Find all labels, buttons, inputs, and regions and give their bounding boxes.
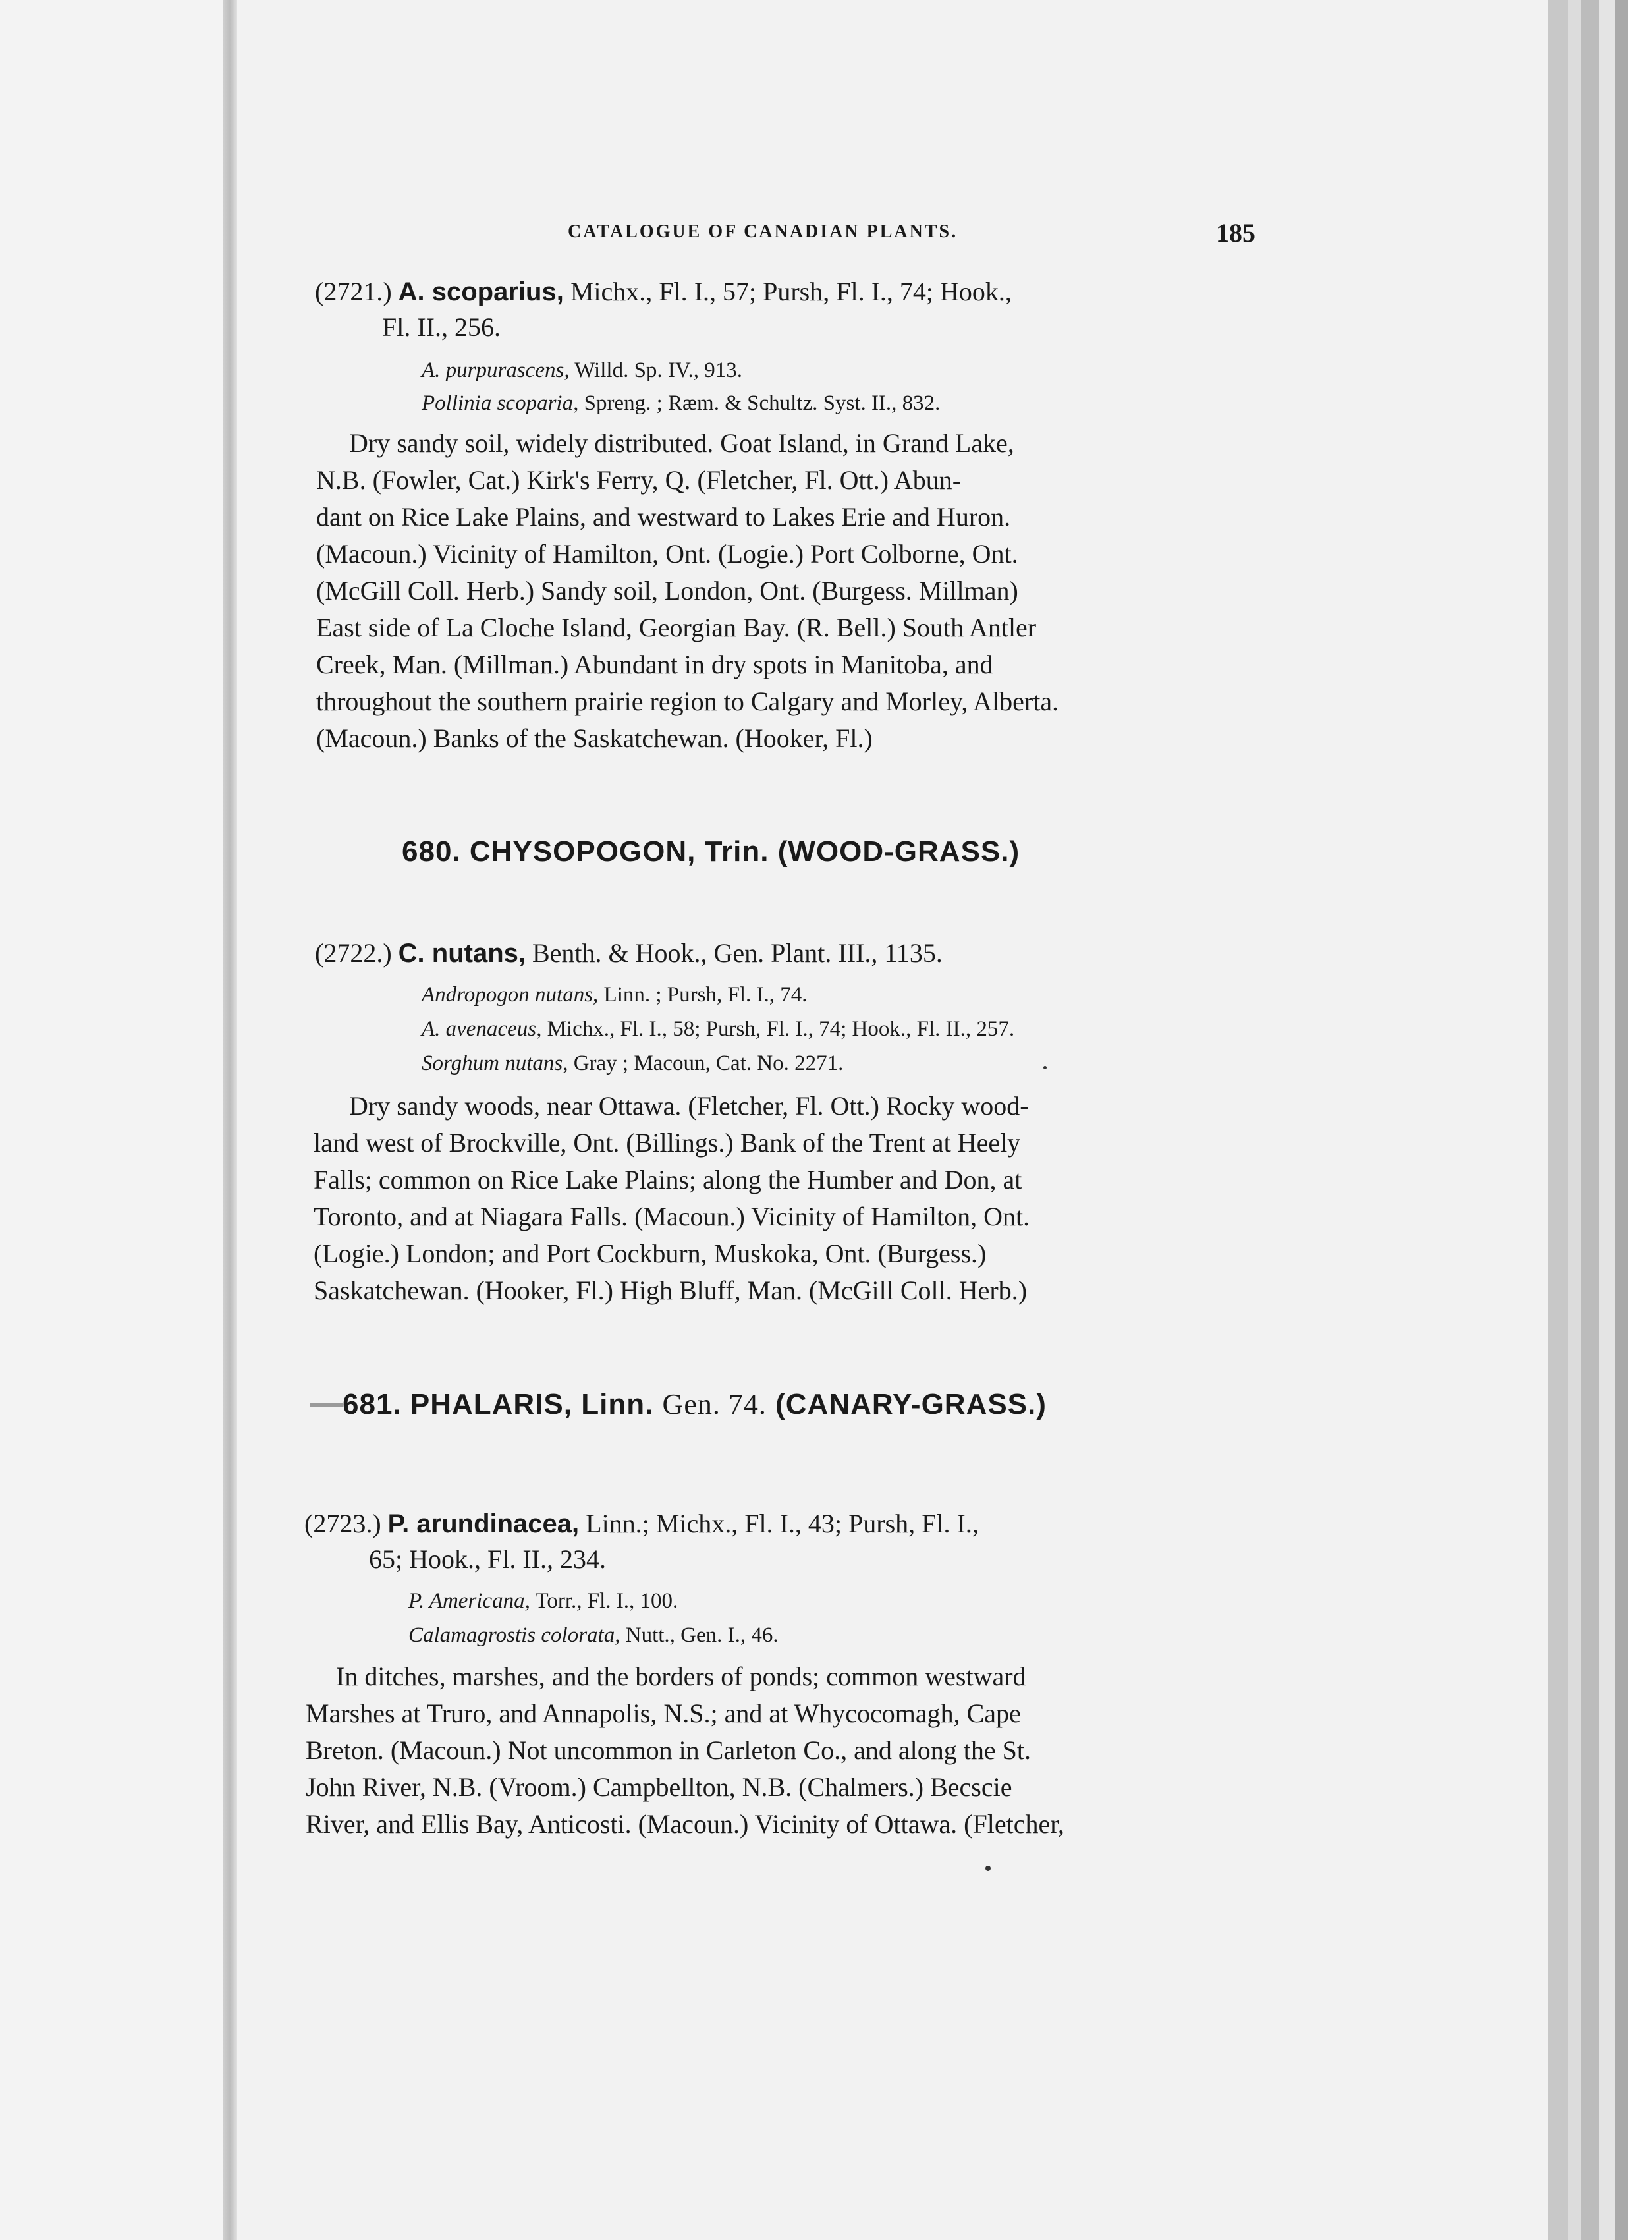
body-line: N.B. (Fowler, Cat.) Kirk's Ferry, Q. (Fletcher, Fl. Ott.) Abun- bbox=[316, 465, 962, 495]
entry-number: (2722.) bbox=[315, 938, 392, 968]
entry-number: (2723.) bbox=[304, 1509, 381, 1538]
citation: Linn.; Michx., Fl. I., 43; Pursh, Fl. I., bbox=[586, 1509, 979, 1538]
print-speck bbox=[1043, 1066, 1047, 1069]
synonym bbox=[422, 356, 742, 385]
synonym-citation: Willd. Sp. IV., 913. bbox=[574, 358, 742, 382]
synonym-name: P. Americana, bbox=[408, 1589, 530, 1613]
entry-2722-heading bbox=[315, 936, 943, 971]
genus-common-name: (WOOD-GRASS.) bbox=[777, 835, 1020, 868]
synonym-citation: Torr., Fl. I., 100. bbox=[535, 1589, 678, 1613]
genus-reference: Gen. 74. bbox=[662, 1388, 767, 1420]
species-name: C. nutans, bbox=[398, 939, 526, 968]
body-line: East side of La Cloche Island, Georgian Bay. (R. Bell.) South Antler bbox=[316, 613, 1037, 642]
citation: Benth. & Hook., Gen. Plant. III., 1135. bbox=[532, 938, 943, 968]
synonym bbox=[408, 1586, 678, 1615]
body-line: John River, N.B. (Vroom.) Campbellton, N.B. (Chalmers.) Becscie bbox=[306, 1772, 1012, 1802]
citation-continued: Fl. II., 256. bbox=[382, 312, 501, 342]
body-line: dant on Rice Lake Plains, and westward to Lakes Erie and Huron. bbox=[316, 502, 1011, 532]
entry-2723-heading bbox=[304, 1506, 979, 1542]
page-edge bbox=[1615, 0, 1628, 2240]
synonym-name: Sorghum nutans, bbox=[422, 1051, 568, 1075]
body-line: (Macoun.) Vicinity of Hamilton, Ont. (Logie.) Port Colborne, Ont. bbox=[316, 539, 1018, 569]
synonym bbox=[408, 1621, 779, 1650]
synonym-citation: Gray ; Macoun, Cat. No. 2271. bbox=[573, 1051, 844, 1075]
body-line: (Logie.) London; and Port Cockburn, Muskoka, Ont. (Burgess.) bbox=[314, 1239, 987, 1268]
body-line: Breton. (Macoun.) Not uncommon in Carleton Co., and along the St. bbox=[306, 1735, 1031, 1765]
left-page-fragment bbox=[0, 0, 224, 2240]
body-line: Dry sandy woods, near Ottawa. (Fletcher, Fl. Ott.) Rocky wood- bbox=[349, 1091, 1029, 1121]
citation: Michx., Fl. I., 57; Pursh, Fl. I., 74; Hook., bbox=[570, 277, 1012, 306]
page-edge bbox=[1581, 0, 1599, 2240]
synonym-citation: Michx., Fl. I., 58; Pursh, Fl. I., 74; Hook., Fl. II., 257. bbox=[547, 1017, 1015, 1041]
entry-2721-heading bbox=[315, 274, 1012, 310]
genus-name: CHYSOPOGON, Trin. bbox=[469, 835, 769, 868]
print-speck bbox=[985, 1866, 991, 1871]
species-name: A. scoparius, bbox=[398, 277, 564, 306]
genus-name: PHALARIS, Linn. bbox=[410, 1388, 654, 1420]
body-line: Falls; common on Rice Lake Plains; along the Humber and Don, at bbox=[314, 1165, 1022, 1194]
body-line: (McGill Coll. Herb.) Sandy soil, London, Ont. (Burgess. Millman) bbox=[316, 576, 1018, 605]
entry-number: (2721.) bbox=[315, 277, 392, 306]
body-line: land west of Brockville, Ont. (Billings.) Bank of the Trent at Heely bbox=[314, 1128, 1021, 1158]
book-spine-shadow bbox=[223, 0, 237, 2240]
page-number: 185 bbox=[1216, 218, 1255, 248]
synonym bbox=[422, 1049, 843, 1078]
synonym bbox=[422, 389, 940, 418]
print-dash-mark bbox=[310, 1403, 343, 1407]
page-edge bbox=[1628, 0, 1652, 2240]
running-header: CATALOGUE OF CANADIAN PLANTS. bbox=[568, 221, 958, 242]
synonym-citation: Linn. ; Pursh, Fl. I., 74. bbox=[603, 983, 808, 1007]
body-line: Saskatchewan. (Hooker, Fl.) High Bluff, Man. (McGill Coll. Herb.) bbox=[314, 1275, 1028, 1305]
species-name: P. arundinacea, bbox=[387, 1509, 580, 1538]
citation-continued: 65; Hook., Fl. II., 234. bbox=[369, 1544, 606, 1574]
page-edge bbox=[1599, 0, 1615, 2240]
body-line: Toronto, and at Niagara Falls. (Macoun.) Vicinity of Hamilton, Ont. bbox=[314, 1202, 1030, 1231]
page-edge bbox=[1548, 0, 1568, 2240]
page-edge bbox=[1568, 0, 1581, 2240]
synonym-name: Pollinia scoparia, bbox=[422, 391, 579, 415]
body-line: In ditches, marshes, and the borders of ponds; common westward bbox=[336, 1662, 1026, 1691]
body-line: Marshes at Truro, and Annapolis, N.S.; and at Whycocomagh, Cape bbox=[306, 1698, 1021, 1728]
genus-heading-680 bbox=[402, 835, 1020, 868]
body-line: River, and Ellis Bay, Anticosti. (Macoun.) Vicinity of Ottawa. (Fletcher, bbox=[306, 1809, 1064, 1839]
body-line: throughout the southern prairie region to Calgary and Morley, Alberta. bbox=[316, 686, 1059, 716]
synonym-name: Calamagrostis colorata, bbox=[408, 1623, 620, 1647]
body-line: (Macoun.) Banks of the Saskatchewan. (Hooker, Fl.) bbox=[316, 723, 873, 753]
genus-number: 681. bbox=[343, 1388, 402, 1420]
body-line: Creek, Man. (Millman.) Abundant in dry spots in Manitoba, and bbox=[316, 650, 993, 679]
synonym-name: A. avenaceus, bbox=[422, 1017, 542, 1041]
genus-number: 680. bbox=[402, 835, 461, 868]
genus-common-name: (CANARY-GRASS.) bbox=[775, 1388, 1047, 1420]
synonym-citation: Nutt., Gen. I., 46. bbox=[625, 1623, 779, 1647]
synonym bbox=[422, 1015, 1014, 1044]
synonym bbox=[422, 980, 808, 1009]
genus-heading-681 bbox=[343, 1387, 1047, 1421]
synonym-citation: Spreng. ; Ræm. & Schultz. Syst. II., 832. bbox=[584, 391, 941, 415]
synonym-name: A. purpurascens, bbox=[422, 358, 570, 382]
body-line: Dry sandy soil, widely distributed. Goat Island, in Grand Lake, bbox=[349, 428, 1014, 458]
synonym-name: Andropogon nutans, bbox=[422, 983, 599, 1007]
